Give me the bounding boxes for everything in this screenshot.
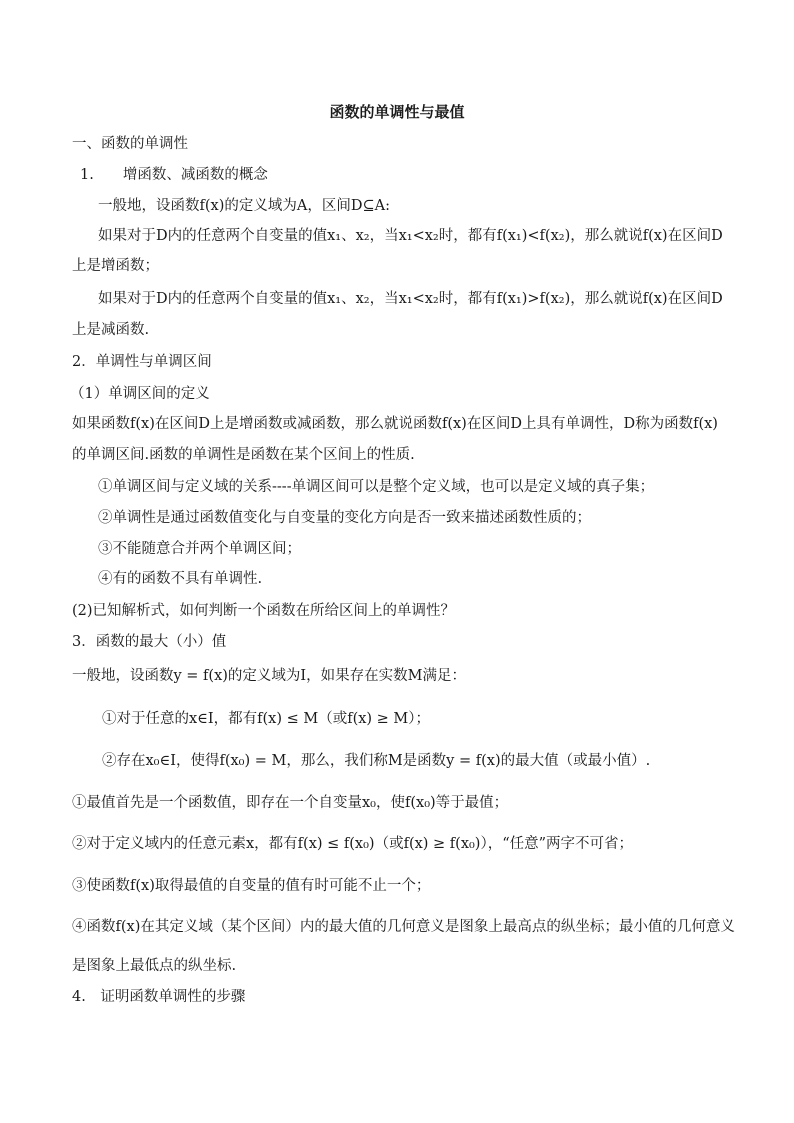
subsection-heading: 3．函数的最大（小）值 — [72, 634, 227, 650]
paragraph-line: 如果对于D内的任意两个自变量的值x₁、x₂，当x₁<x₂时，都有f(x₁)<f(x₂)，那么就说f(x)在区间D — [98, 228, 723, 244]
list-item: ④函数f(x)在其定义域（某个区间）内的最大值的几何意义是图象上最高点的纵坐标；最小值的几何意义 — [72, 919, 735, 935]
list-item: ②对于定义域内的任意元素x，都有f(x) ≤ f(x₀)（或f(x) ≥ f(x₀)），“任意”两字不可省； — [72, 836, 634, 852]
list-item: ①单调区间与定义域的关系----单调区间可以是整个定义域，也可以是定义域的真子集； — [98, 479, 655, 495]
subsection-heading: 1. 增函数、减函数的概念 — [80, 167, 268, 183]
paragraph-line: 一般地，设函数f(x)的定义域为A，区间D⊆A: — [98, 198, 390, 214]
page-title: 函数的单调性与最值 — [329, 103, 465, 121]
list-item: ①对于任意的x∈I，都有f(x) ≤ M（或f(x) ≥ M）； — [102, 711, 431, 727]
subsection-heading: 4. 证明函数单调性的步骤 — [72, 989, 246, 1005]
list-item: ④有的函数不具有单调性. — [98, 571, 263, 587]
paragraph-line: (2)已知解析式，如何判断一个函数在所给区间上的单调性？ — [72, 603, 456, 619]
paragraph-line: 上是增函数； — [72, 258, 159, 274]
list-item: ③使函数f(x)取得最值的自变量的值有时可能不止一个； — [72, 878, 431, 894]
section-heading: 一、函数的单调性 — [72, 136, 188, 152]
list-item: ③不能随意合并两个单调区间； — [98, 541, 301, 557]
subsection-heading: （1）单调区间的定义 — [70, 386, 210, 402]
paragraph-line: 上是减函数. — [72, 322, 150, 338]
paragraph-line: 一般地，设函数y = f(x)的定义域为I，如果存在实数M满足： — [72, 668, 466, 684]
list-item: ①最值首先是一个函数值，即存在一个自变量x₀，使f(x₀)等于最值； — [72, 795, 509, 811]
paragraph-line: 的单调区间.函数的单调性是函数在某个区间上的性质. — [72, 447, 415, 463]
list-item: ②单调性是通过函数值变化与自变量的变化方向是否一致来描述函数性质的； — [98, 510, 591, 526]
paragraph-line: 是图象上最低点的纵坐标. — [72, 958, 237, 974]
paragraph-line: 如果函数f(x)在区间D上是增函数或减函数，那么就说函数f(x)在区间D上具有单调性，D称为函数f(x) — [72, 416, 718, 432]
paragraph-line: 如果对于D内的任意两个自变量的值x₁、x₂，当x₁<x₂时，都有f(x₁)>f(x₂)，那么就说f(x)在区间D — [98, 291, 723, 307]
list-item: ②存在x₀∈I，使得f(x₀) = M，那么，我们称M是函数y = f(x)的最大值（或最小值）. — [102, 753, 651, 769]
subsection-heading: 2．单调性与单调区间 — [72, 354, 212, 370]
